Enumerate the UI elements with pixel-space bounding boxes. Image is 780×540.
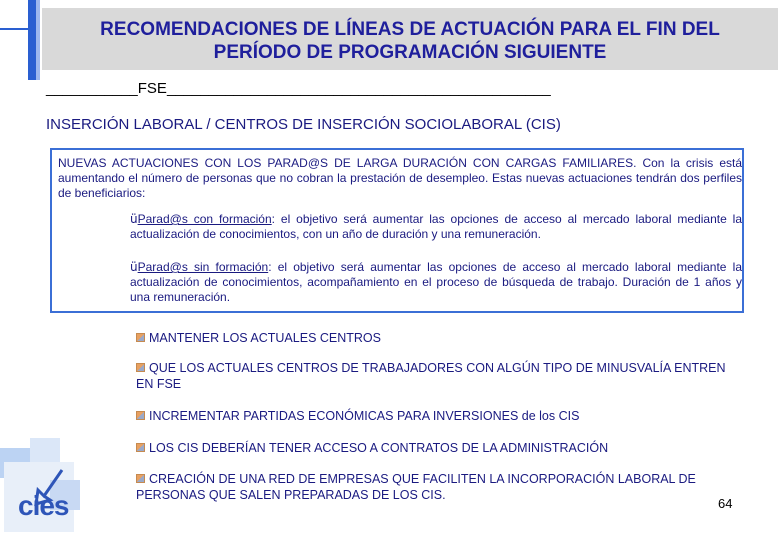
bullet-icon — [136, 443, 145, 452]
slide-title — [42, 18, 778, 64]
logo-text: cies — [18, 490, 69, 521]
bullet-icon — [136, 333, 145, 342]
bullet-label: Parad@s sin formación — [137, 260, 269, 274]
bullet-text: : el objetivo será aumentar las opciones de acceso al mercado laboral mediante la actualización de conocimientos, con un año de duración y una remuneración. — [130, 212, 743, 241]
list-item: CREACIÓN DE UNA RED DE EMPRESAS QUE FACILITEN LA INCORPORACIÓN LABORAL DE PERSONAS QUE SALEN PREPARADAS DE LOS CIS. — [136, 472, 696, 502]
bullet-label: Parad@s con formación — [137, 212, 272, 226]
corner-mark — [0, 28, 30, 30]
left-accent-bar — [28, 0, 36, 80]
list-item: MANTENER LOS ACTUALES CENTROS — [136, 330, 736, 346]
page-number: 64 — [718, 496, 733, 511]
cies-logo — [0, 438, 90, 538]
check-icon: ü — [130, 260, 138, 274]
bullet-text: : el objetivo será aumentar las opciones de acceso al mercado laboral mediante la actualización de conocimientos, acompañamiento en el proceso de búsqueda de trabajo. Duración de 1 años y una remuneración. — [130, 260, 742, 304]
check-icon: ü — [130, 212, 138, 226]
bullet-icon — [136, 411, 145, 420]
new-actions-box — [50, 148, 744, 313]
section-title: INSERCIÓN LABORAL / CENTROS DE INSERCIÓN SOCIOLABORAL (CIS) — [46, 116, 561, 133]
bullet-icon — [136, 363, 145, 372]
left-accent-bar-light — [36, 0, 40, 80]
list-item: LOS CIS DEBERÍAN TENER ACCESO A CONTRATOS DE LA ADMINISTRACIÓN — [136, 440, 736, 456]
fse-heading: ___________FSE______________________________________________ — [46, 80, 551, 97]
bullet-with-training — [130, 212, 742, 242]
list-item: INCREMENTAR PARTIDAS ECONÓMICAS PARA INVERSIONES de los CIS — [136, 408, 736, 424]
bullet-icon — [136, 474, 145, 483]
bullet-without-training — [130, 260, 742, 305]
box-intro: NUEVAS ACTUACIONES CON LOS PARAD@S DE LARGA DURACIÓN CON CARGAS FAMILIARES. Con la crisis está aumentando el número de personas que no cobran la prestación de desempleo. Estas nuevas actuaciones tendrán dos perfiles de beneficiarios: — [58, 156, 742, 200]
title-line-1: RECOMENDACIONES DE LÍNEAS DE ACTUACIÓN PARA EL FIN DEL — [100, 19, 720, 40]
title-line-2: PERÍODO DE PROGRAMACIÓN SIGUIENTE — [213, 42, 607, 63]
list-item: QUE LOS ACTUALES CENTROS DE TRABAJADORES CON ALGÚN TIPO DE MINUSVALÍA ENTREN EN FSE — [136, 361, 726, 391]
